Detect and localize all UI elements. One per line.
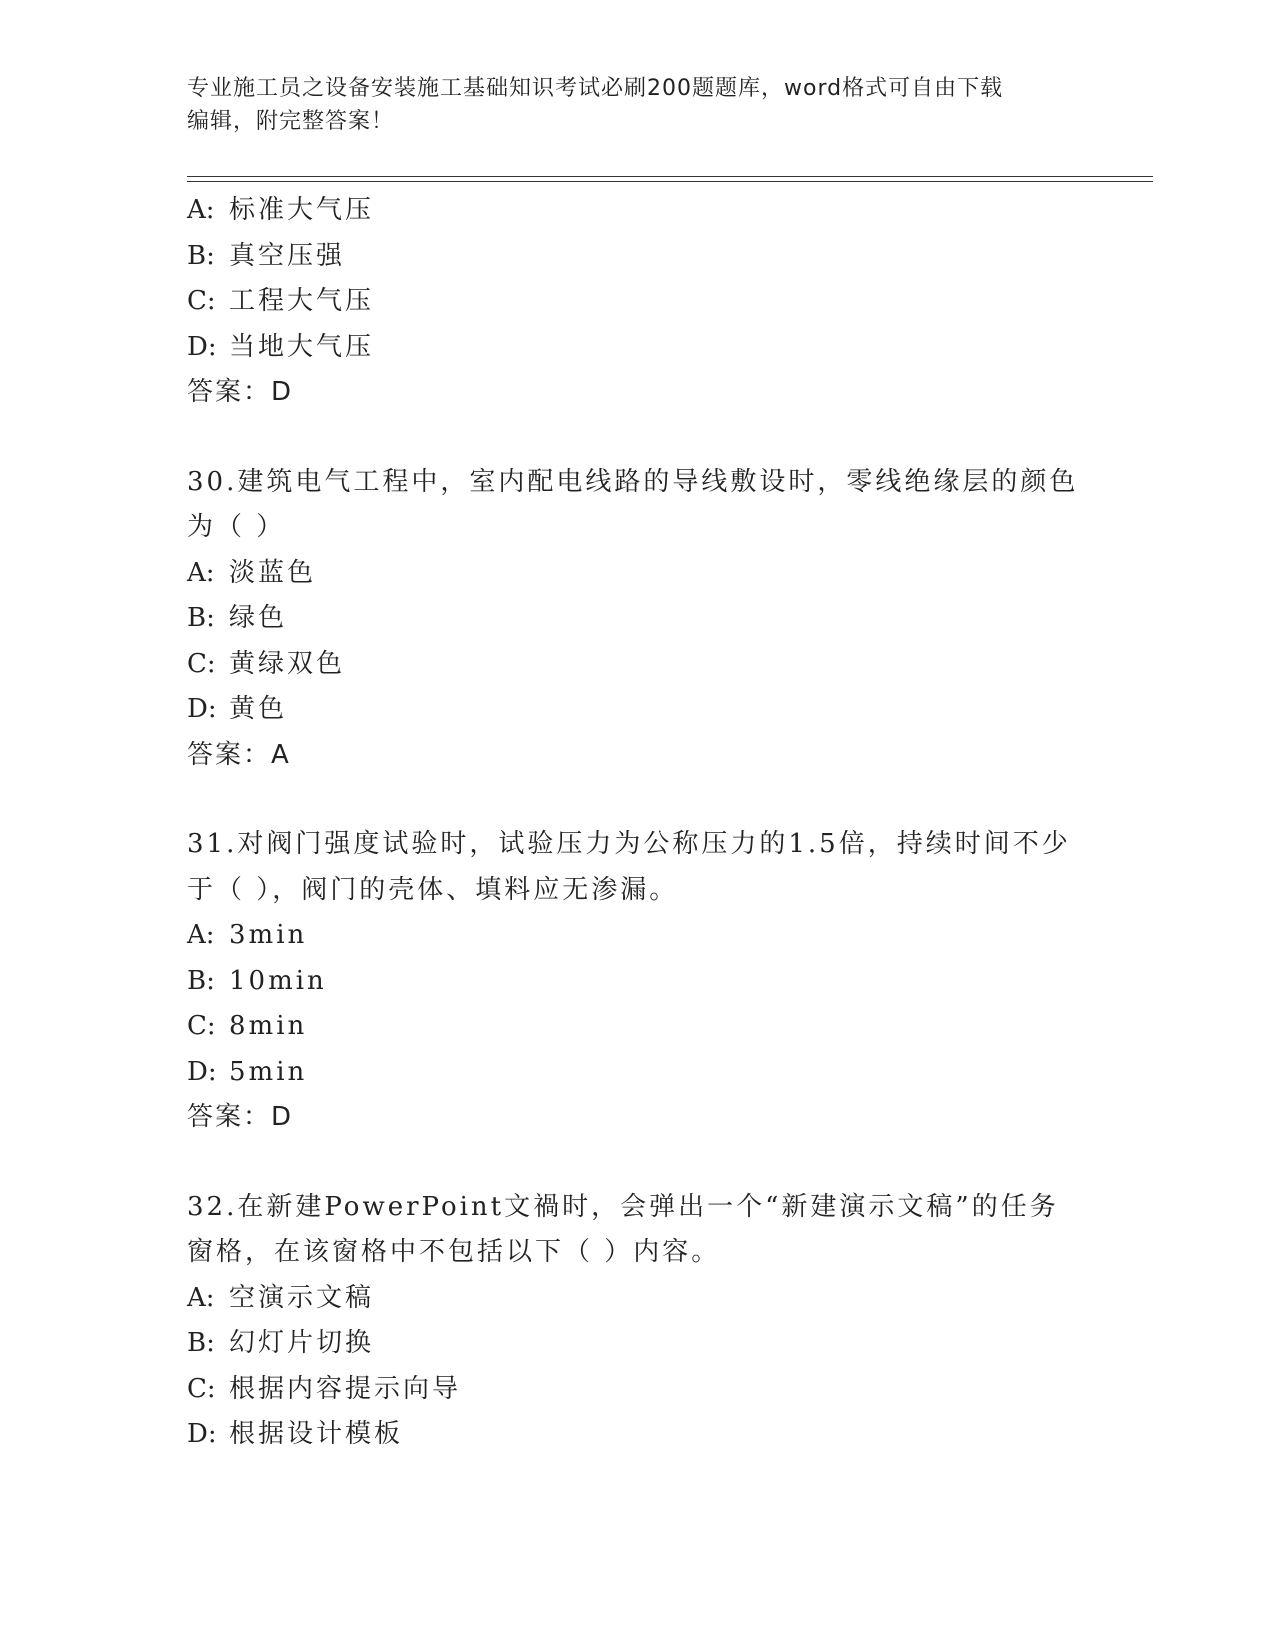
option-b	[187, 234, 1087, 280]
option-letter: B:	[187, 603, 215, 633]
option-letter: A:	[187, 195, 215, 225]
option-letter: A:	[187, 557, 215, 588]
option-letter: A:	[187, 1282, 215, 1313]
option-c	[187, 642, 1087, 688]
option-letter: B:	[187, 965, 215, 996]
option-text: 3min	[229, 920, 308, 950]
question-text-line-1: 31.对阀门强度试验时，试验压力为公称压力的1.5倍，持续时间不少	[187, 829, 1071, 859]
question-block-continued	[187, 188, 1087, 416]
option-c	[187, 279, 1087, 325]
option-letter: D:	[187, 331, 217, 362]
option-text: 空演示文稿	[229, 1282, 375, 1313]
option-text: 工程大气压	[229, 286, 375, 316]
option-text: 8min	[229, 1011, 308, 1041]
question-31	[187, 822, 1087, 1141]
option-letter: D:	[187, 694, 217, 724]
question-text-line-2: 为（ ）	[187, 512, 286, 542]
option-d	[187, 687, 1087, 733]
option-text: 黄绿双色	[229, 648, 346, 679]
answer: 答案：D	[187, 377, 294, 407]
option-text: 真空压强	[229, 240, 346, 271]
option-letter: A:	[187, 920, 215, 950]
option-letter: C:	[187, 286, 216, 316]
option-text: 标准大气压	[229, 195, 375, 225]
header-line-1: 专业施工员之设备安装施工基础知识考试必刷200题题库，word格式可自由下载	[187, 76, 1004, 101]
option-b	[187, 596, 1087, 642]
option-letter: C:	[187, 1373, 216, 1404]
option-d	[187, 1412, 1087, 1458]
header-line-2: 编辑，附完整答案！	[187, 109, 395, 134]
option-text: 幻灯片切换	[229, 1328, 375, 1358]
option-letter: D:	[187, 1419, 217, 1449]
option-text: 当地大气压	[229, 331, 375, 362]
option-letter: B:	[187, 1328, 215, 1358]
option-c	[187, 1367, 1087, 1413]
question-text-line-1: 32.在新建PowerPoint文禍时，会弹出一个“新建演示文稿”的任务	[187, 1191, 1059, 1222]
option-text: 10min	[229, 965, 327, 996]
option-a	[187, 188, 1087, 234]
answer: 答案：A	[187, 739, 291, 770]
option-b	[187, 1321, 1087, 1367]
header-divider-top	[187, 176, 1153, 177]
question-text-line-1: 30.建筑电气工程中，室内配电线路的导线敷设时，零线绝缘层的颜色	[187, 466, 1079, 497]
option-letter: C:	[187, 1011, 216, 1041]
option-letter: B:	[187, 240, 215, 271]
question-text-line-2: 于（ ），阀门的壳体、填料应无渗漏。	[187, 874, 679, 905]
answer: 答案：D	[187, 1102, 294, 1132]
question-32	[187, 1185, 1087, 1458]
option-text: 根据设计模板	[229, 1419, 404, 1449]
question-text-line-2: 窗格，在该窗格中不包括以下（ ）内容。	[187, 1237, 721, 1267]
option-a	[187, 1276, 1087, 1322]
option-d	[187, 325, 1087, 371]
document-header	[187, 72, 1087, 138]
option-a	[187, 913, 1087, 959]
option-text: 5min	[229, 1056, 308, 1087]
option-c	[187, 1004, 1087, 1050]
option-text: 绿色	[229, 603, 288, 633]
option-d	[187, 1050, 1087, 1096]
option-letter: C:	[187, 648, 216, 679]
option-b	[187, 959, 1087, 1005]
option-text: 淡蓝色	[229, 557, 317, 588]
option-text: 黄色	[229, 694, 288, 724]
option-letter: D:	[187, 1056, 217, 1087]
option-text: 根据内容提示向导	[229, 1373, 462, 1404]
question-content	[187, 188, 1087, 1458]
question-30	[187, 460, 1087, 779]
header-divider-bottom	[187, 181, 1153, 182]
option-a	[187, 551, 1087, 597]
